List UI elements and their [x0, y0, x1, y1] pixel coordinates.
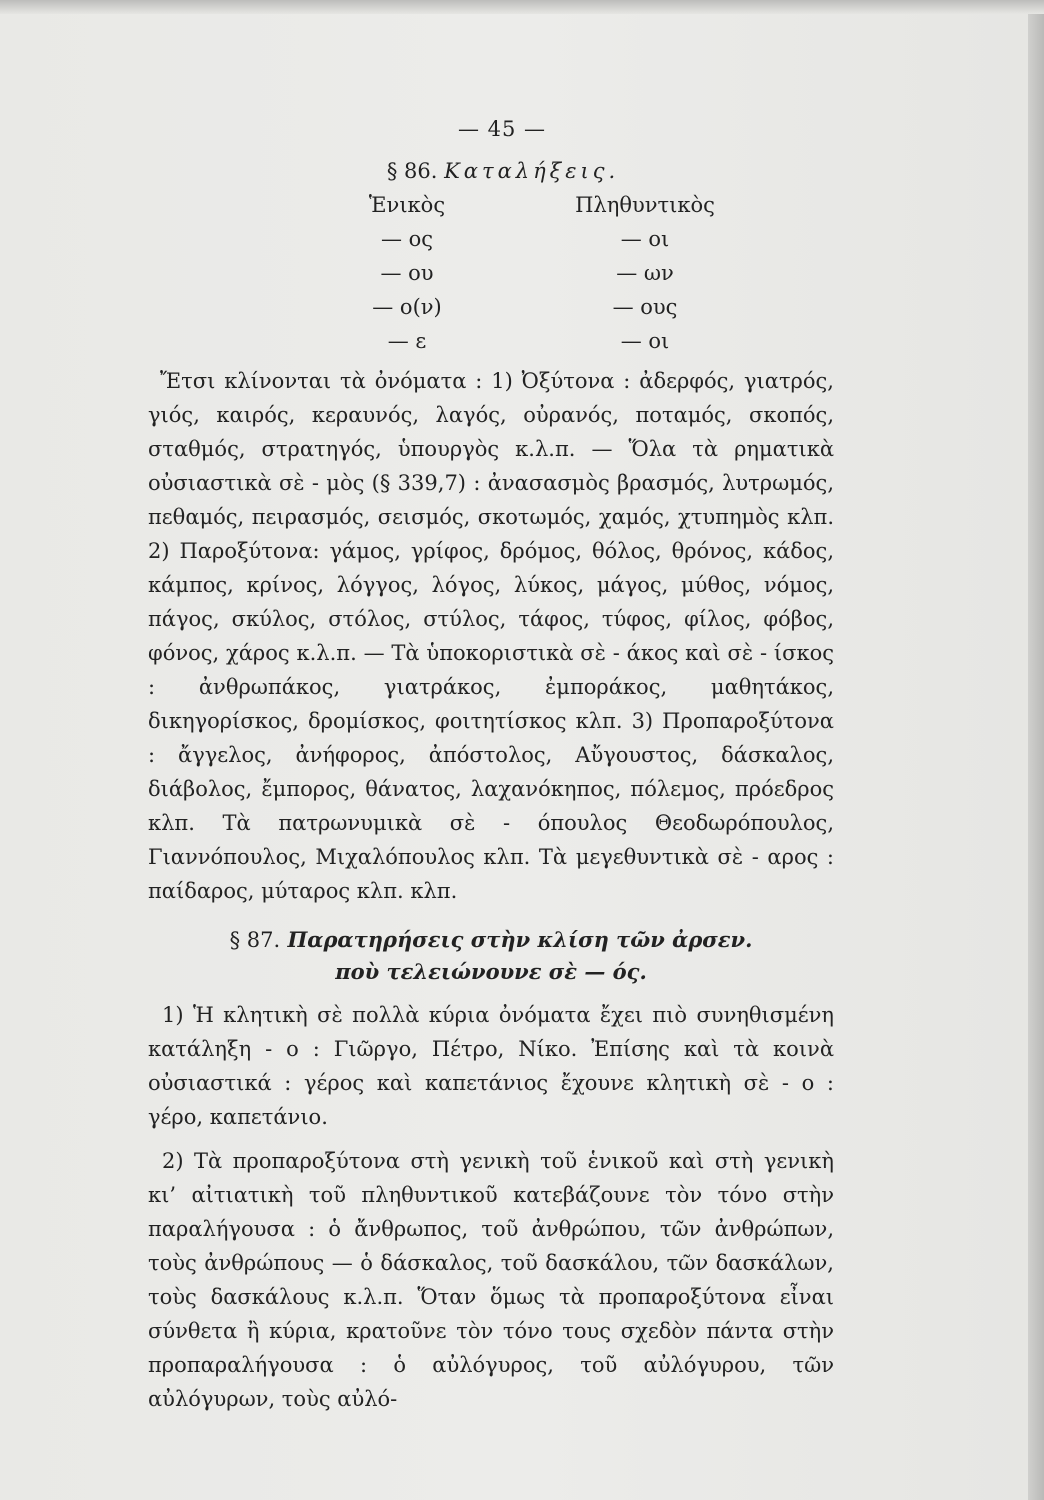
section-86-heading: [172, 154, 834, 188]
section-87-title-line2: ποὺ τελειώνουνε σὲ — ός.: [335, 959, 647, 984]
section-86-paragraph: Ἔτσι κλίνονται τὰ ὀνόματα : 1) Ὀξύτονα : ἀδερφός, γιατρός, γιός, καιρός, κεραυνός, λαγός, οὐρανός, ποταμός, σκοπός, σταθμός, στρατηγός, ὑπουργὸς κ.λ.π. — Ὅλα τὰ ρηματικὰ οὐσιαστικὰ σὲ - μὸς (§ 339,7) : ἀνασασμὸς βρασμός, λυτρωμός, πεθαμός, πειρασμός, σεισμός, σκοτωμός, χαμός, χτυπημὸς κλπ. 2) Παροξύτονα: γάμος, γρίφος, δρόμος, θόλος, θρόνος, κάδος, κάμπος, κρίνος, λόγγος, λόγος, λύκος, μάγος, μύθος, νόμος, πάγος, σκύλος, στόλος, στύλος, τάφος, τύφος, φίλος, φόβος, φόνος, χάρος κ.λ.π. — Τὰ ὑποκοριστικὰ σὲ - άκος καὶ σὲ - ίσκος : ἀνθρωπάκος, γιατράκος, ἐμποράκος, μαθητάκος, δικηγορίσκος, δρομίσκος, φοιτητίσκος κλπ. 3) Προπαροξύτονα : ἄγγελος, ἀνήφορος, ἀπόστολος, Αὔγουστος, δάσκαλος, διάβολος, ἔμπορος, θάνατος, λαχανόκηπος, πόλεμος, πρόεδρος κλπ. Τὰ πατρωνυμικὰ σὲ - όπουλος Θεοδωρόπουλος, Γιαννόπουλος, Μιχαλόπουλος κλπ. Τὰ μεγεθυντικὰ σὲ - αρος : παίδαρος, μύταρος κλπ. κλπ.: [148, 369, 834, 903]
plural-ending: — ους: [612, 295, 678, 319]
plural-header: Πληθυντικὸς: [575, 193, 715, 217]
singular-header: Ἑνικὸς: [368, 193, 446, 217]
singular-ending: — ο(ν): [372, 295, 442, 319]
singular-column: [288, 188, 526, 358]
page-content: [148, 112, 834, 1416]
section-87-paragraph-2: 2) Τὰ προπαροξύτονα στὴ γενικὴ τοῦ ἑνικοῦ καὶ στὴ γενικὴ κι’ αἰτιατικὴ τοῦ πληθυντικοῦ κατεβάζουνε τὸν τόνο στὴν παραλήγουσα : ὁ ἄνθρωπος, τοῦ ἀνθρώπου, τῶν ἀνθρώπων, τοὺς ἀνθρώπους — ὁ δάσκαλος, τοῦ δασκάλου, τῶν δασκάλων, τοὺς δασκάλους κ.λ.π. Ὅταν ὅμως τὰ προπαροξύτονα εἶναι σύνθετα ἢ κύρια, κρατοῦνε τὸν τόνο τους σχεδὸν πάντα στὴν προπαραλήγουσα : ὁ αὐλόγυρος, τοῦ αὐλόγυρου, τῶν αὐλόγυρων, τοὺς αὐλό-: [148, 1149, 834, 1411]
section-86-title: Καταλήξεις.: [444, 159, 620, 183]
page-number: — 45 —: [457, 117, 547, 141]
page-edge: [1028, 0, 1044, 1500]
page-top-edge: [0, 0, 1044, 14]
singular-ending: — ου: [380, 261, 434, 285]
section-87-number: § 87.: [229, 928, 281, 952]
section-87-heading: [148, 924, 834, 988]
endings-table: [288, 188, 764, 358]
plural-ending: — ων: [616, 261, 674, 285]
singular-ending: — ε: [387, 329, 427, 353]
section-86-number: § 86.: [386, 159, 438, 183]
plural-column: [526, 188, 764, 358]
plural-ending: — οι: [620, 227, 670, 251]
singular-ending: — ος: [380, 227, 434, 251]
section-87-paragraph-1: 1) Ἡ κλητικὴ σὲ πολλὰ κύρια ὀνόματα ἔχει πιὸ συνηθισμένη κατάληξη - ο : Γιῶργο, Πέτρο, Νίκο. Ἐπίσης καὶ τὰ κοινὰ οὐσιαστικά : γέρος καὶ καπετάνιος ἔχουνε κλητικὴ σὲ - ο : γέρο, καπετάνιο.: [148, 1003, 834, 1129]
section-87-title-line1: Παρατηρήσεις στὴν κλίση τῶν ἀρσεν.: [287, 927, 753, 952]
plural-ending: — οι: [620, 329, 670, 353]
